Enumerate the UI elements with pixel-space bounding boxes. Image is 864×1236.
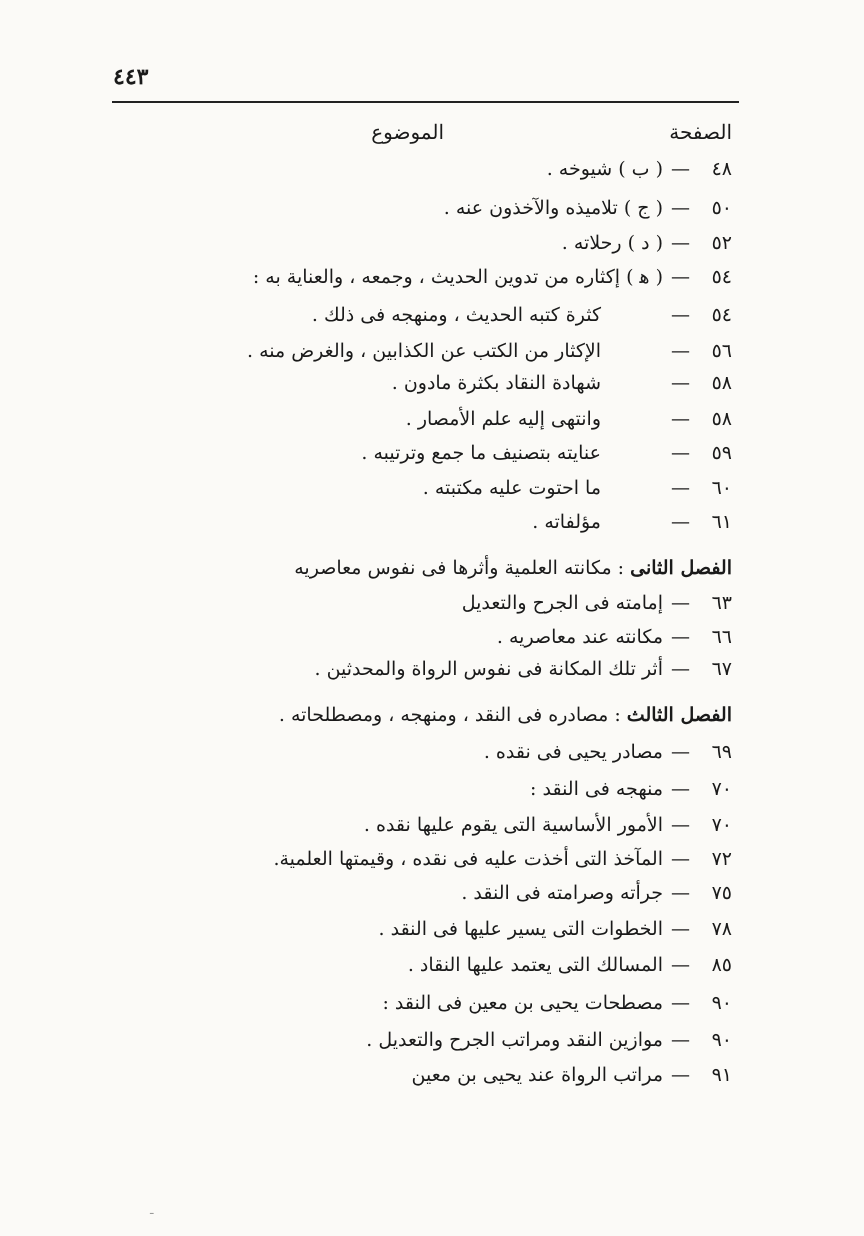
entry-page: ٦٧	[711, 658, 732, 680]
entry-text: المآخذ التى أخذت عليه فى نقده ، وقيمتها العلمية.	[273, 848, 663, 870]
entry-page: ٥٢	[711, 232, 732, 254]
chapter-title: : مكانته العلمية وأثرها فى نفوس معاصريه	[294, 557, 625, 579]
entry-text: المسالك التى يعتمد عليها النقاد .	[407, 954, 663, 976]
entry-text: ( ﻫ ) إكثاره من تدوين الحديث ، وجمعه ، والعناية به :	[252, 266, 663, 288]
entry-page: ٥٨	[711, 372, 732, 394]
entry-text: إمامته فى الجرح والتعديل	[461, 592, 663, 614]
toc-entry: ٩٠—مصطحات يحيى بن معين فى النقد :	[382, 986, 732, 1020]
entry-page: ٦٩	[711, 741, 732, 763]
toc-entry: ٥٤—( ﻫ ) إكثاره من تدوين الحديث ، وجمعه ، والعناية به :	[253, 260, 732, 294]
chapter-label: الفصل الثانى	[630, 557, 732, 579]
entry-page: ٥٨	[711, 408, 732, 430]
entry-page: ٥٦	[711, 340, 732, 362]
entry-page: ٩٠	[711, 992, 732, 1014]
entry-text: مصطحات يحيى بن معين فى النقد :	[382, 992, 663, 1014]
toc-entry: ٦٦—مكانته عند معاصريه .	[497, 620, 732, 654]
toc-subentry: ٥٨—شهادة النقاد بكثرة مادون .	[392, 366, 732, 400]
toc-entry: ٧٠—منهجه فى النقد :	[530, 772, 732, 806]
toc-subentry: ٥٤—كثرة كتبه الحديث ، ومنهجه فى ذلك .	[312, 298, 732, 332]
toc-entry: ٥٠—( ج ) تلاميذه والآخذون عنه .	[444, 191, 732, 225]
header-rule	[112, 101, 739, 103]
toc-entry: ٩١—مراتب الرواة عند يحيى بن معين	[412, 1058, 733, 1092]
entry-page: ٥٤	[711, 266, 732, 288]
entry-page: ٧٠	[711, 778, 732, 800]
page-column-header: الصفحة	[669, 120, 732, 144]
toc-entry: ٧٨—الخطوات التى يسير عليها فى النقد .	[379, 912, 732, 946]
toc-subentry: ٦٠—ما احتوت عليه مكتبته .	[423, 471, 732, 505]
entry-text: ( د ) رحلاته .	[561, 232, 663, 254]
entry-page: ٦٠	[711, 477, 732, 499]
entry-page: ٤٨	[711, 158, 732, 180]
toc-entry: ٨٥—المسالك التى يعتمد عليها النقاد .	[408, 948, 732, 982]
entry-page: ٨٥	[711, 954, 732, 976]
entry-text: ما احتوت عليه مكتبته .	[422, 477, 601, 499]
toc-entry: ٧٢—المآخذ التى أخذت عليه فى نقده ، وقيمتها العلمية.	[273, 842, 732, 876]
entry-text: مراتب الرواة عند يحيى بن معين	[411, 1064, 663, 1086]
entry-text: مؤلفاته .	[532, 511, 601, 533]
entry-text: وانتهى إليه علم الأمصار .	[405, 408, 601, 430]
entry-text: كثرة كتبه الحديث ، ومنهجه فى ذلك .	[311, 304, 601, 326]
toc-entry: ٥٢—( د ) رحلاته .	[562, 226, 732, 260]
entry-text: مكانته عند معاصريه .	[496, 626, 663, 648]
toc-entry: ٦٧—أثر تلك المكانة فى نفوس الرواة والمحدثين .	[314, 652, 732, 686]
toc-entry: ٧٠—الأمور الأساسية التى يقوم عليها نقده .	[364, 808, 732, 842]
entry-text: ( ب ) شيوخه .	[546, 158, 663, 180]
entry-page: ٧٨	[711, 918, 732, 940]
toc-subentry: ٥٨—وانتهى إليه علم الأمصار .	[406, 402, 732, 436]
entry-page: ٦٣	[711, 592, 732, 614]
entry-page: ٩٠	[711, 1029, 732, 1051]
topic-column-header: الموضوع	[371, 120, 444, 144]
chapter-title: : مصادره فى النقد ، ومنهجه ، ومصطلحاته .	[278, 704, 621, 726]
entry-text: الخطوات التى يسير عليها فى النقد .	[378, 918, 663, 940]
toc-subentry: ٥٦—الإكثار من الكتب عن الكذابين ، والغرض منه .	[247, 334, 732, 368]
toc-entry: ٩٠—موازين النقد ومراتب الجرح والتعديل .	[366, 1023, 732, 1057]
entry-page: ٧٢	[711, 848, 732, 870]
entry-text: الإكثار من الكتب عن الكذابين ، والغرض منه .	[247, 340, 601, 362]
chapter-label: الفصل الثالث	[626, 704, 732, 726]
chapter-heading	[279, 697, 732, 733]
toc-subentry: ٥٩—عنايته بتصنيف ما جمع وترتيبه .	[361, 436, 732, 470]
entry-text: شهادة النقاد بكثرة مادون .	[391, 372, 601, 394]
entry-page: ٧٥	[711, 882, 732, 904]
toc-entry: ٦٣—إمامته فى الجرح والتعديل	[462, 586, 732, 620]
entry-text: عنايته بتصنيف ما جمع وترتيبه .	[361, 442, 601, 464]
entry-text: الأمور الأساسية التى يقوم عليها نقده .	[363, 814, 663, 836]
entry-page: ٥٩	[711, 442, 732, 464]
entry-page: ٥٤	[711, 304, 732, 326]
chapter-heading	[294, 550, 732, 586]
scan-mark: ـ	[150, 1203, 154, 1217]
entry-text: منهجه فى النقد :	[530, 778, 663, 800]
entry-text: جرأته وصرامته فى النقد .	[461, 882, 663, 904]
entry-page: ٦١	[711, 511, 732, 533]
toc-entry: ٤٨—( ب ) شيوخه .	[547, 152, 732, 186]
entry-text: مصادر يحيى فى نقده .	[483, 741, 663, 763]
entry-page: ٥٠	[711, 197, 732, 219]
toc-entry: ٧٥—جرأته وصرامته فى النقد .	[461, 876, 732, 910]
page-number: ٤٤٣	[113, 64, 149, 90]
entry-page: ٦٦	[711, 626, 732, 648]
entry-page: ٩١	[711, 1064, 732, 1086]
entry-text: ( ج ) تلاميذه والآخذون عنه .	[443, 197, 663, 219]
toc-entry: ٦٩—مصادر يحيى فى نقده .	[484, 735, 732, 769]
entry-text: أثر تلك المكانة فى نفوس الرواة والمحدثين .	[314, 658, 663, 680]
entry-text: موازين النقد ومراتب الجرح والتعديل .	[366, 1029, 663, 1051]
entry-page: ٧٠	[711, 814, 732, 836]
toc-subentry: ٦١—مؤلفاته .	[532, 505, 732, 539]
